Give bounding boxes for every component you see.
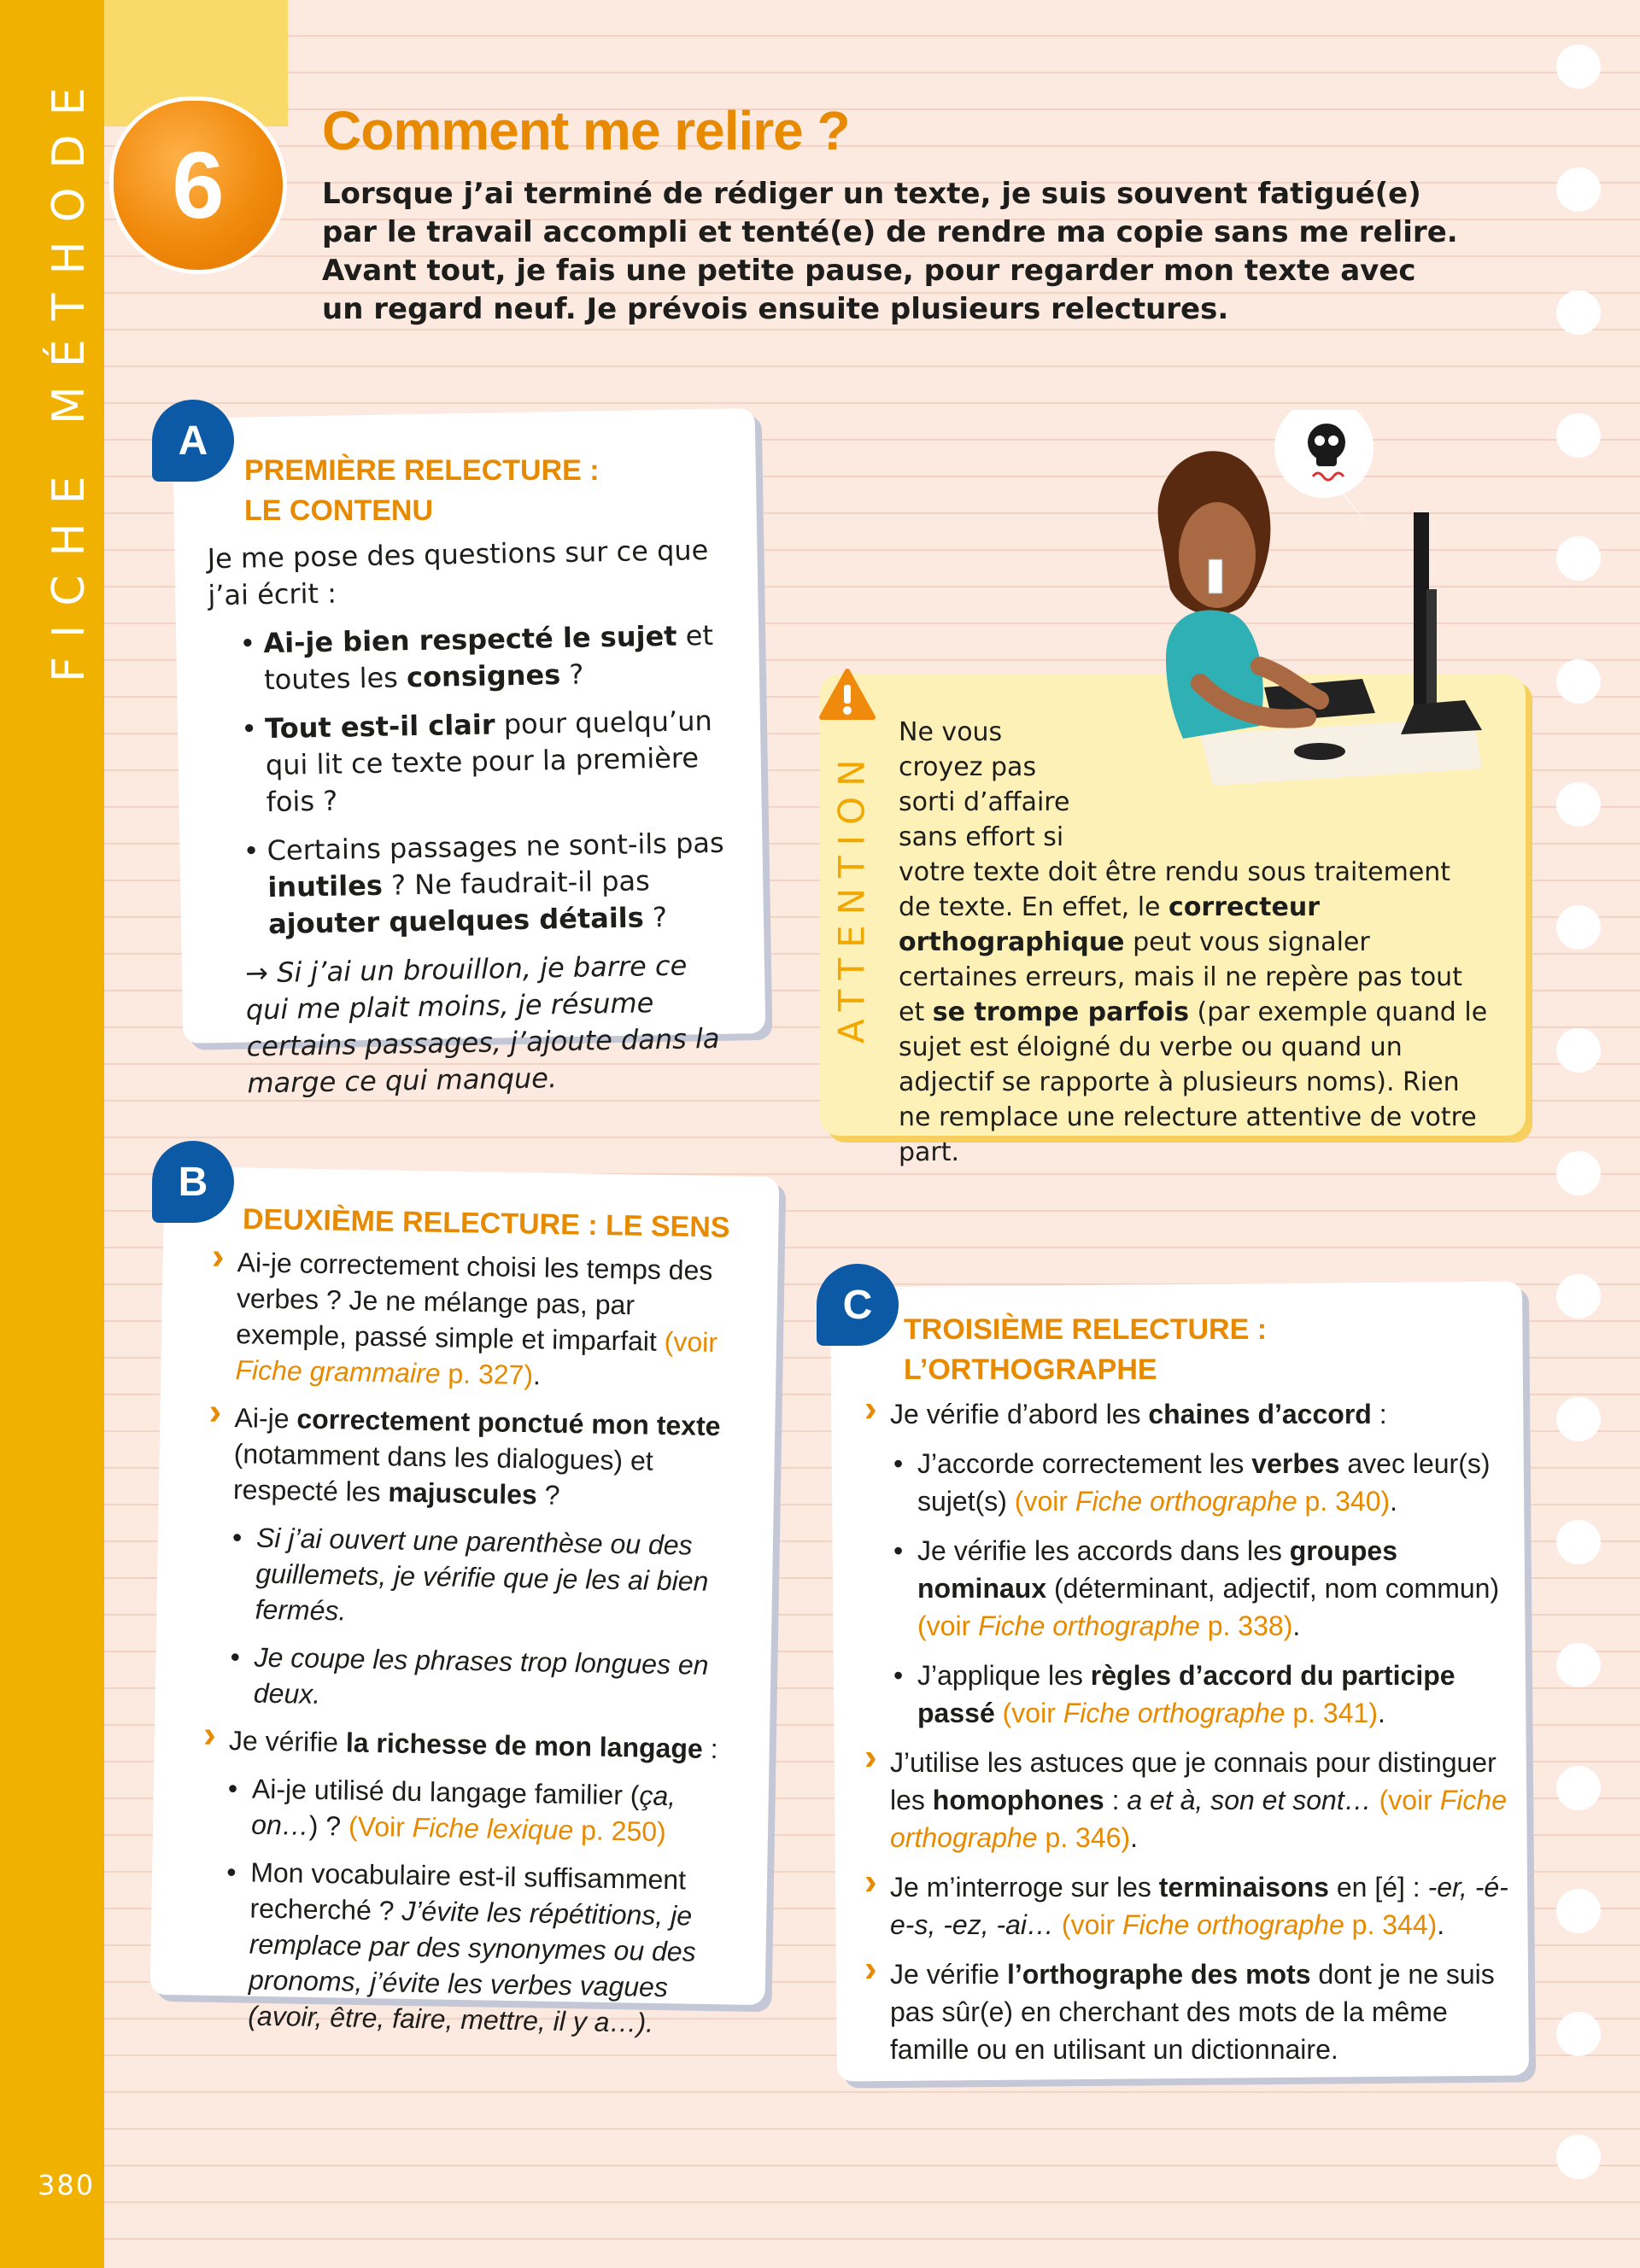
binder-hole [1556,290,1601,335]
intro-paragraph: Lorsque j’ai terminé de rédiger un texte, je suis souvent fatigué(e) par le travail accompli et tenté(e) de rendre ma copie sans me relire. Avant tout, je fais une petite pause, pour regarder mon texte avec un regard neuf. Je prévois ensuite plusieurs relectures. [322,177,1458,326]
section-a-tip: → Si j’ai un brouillon, je barre ce qui me plait moins, je résume certains passages, j’ajoute dans la marge ce qui manque. [244,949,720,1100]
method-number-badge: 6 [114,101,283,270]
binder-hole [1556,2012,1601,2056]
section-a-bullet: • Ai-je bien respecté le sujet et toutes les consignes ? [239,617,722,699]
section-c-bullet: • J’applique les règles d’accord du participe passé (voir Fiche orthographe p. 341). [893,1657,1514,1732]
binder-hole [1556,659,1601,704]
section-c-item: › J’utilise les astuces que je connais pour distinguer les homophones : a et à, son et sont… (voir Fiche orthographe p. 346). [864,1744,1514,1856]
binder-holes [1556,44,1604,2258]
attention-label: ATTENTION [830,749,873,1044]
section-c-bullet: • Je vérifie les accords dans les groupes nominaux (déterminant, adjectif, nom commun) (voir Fiche orthographe p. 338). [893,1532,1514,1645]
warning-icon [818,668,876,721]
sidebar-title: FICHE MÉTHODE [44,68,95,683]
section-c-item: › Je m’interroge sur les terminaisons en [é] : -er, -é-e-s, -ez, -ai… (voir Fiche orthographe p. 344). [864,1868,1514,1944]
binder-hole [1556,1766,1601,1810]
binder-hole [1556,1889,1601,1933]
girl-at-computer-illustration [1089,410,1491,803]
binder-hole [1556,413,1601,458]
section-a-lead: Je me pose des questions sur ce que j’ai écrit : [207,534,709,612]
section-b-item: › Ai-je correctement ponctué mon texte (notamment dans les dialogues) et respecté les majuscules ? [208,1400,739,1517]
binder-hole [1556,1274,1601,1318]
section-b-title: DEUXIÈME RELECTURE : LE SENS [242,1202,730,1244]
section-a-bullet: • Tout est-il clair pour quelqu’un qui lit ce texte pour la première fois ? [241,703,724,821]
binder-hole [1556,905,1601,950]
binder-hole [1556,1643,1601,1687]
sidebar [0,0,104,2268]
section-a-bullet: • Certains passages ne sont-ils pas inutiles ? Ne faudrait-il pas ajouter quelques détails ? [243,825,726,944]
binder-hole [1556,2135,1601,2179]
section-a-badge: A [152,400,234,482]
binder-hole [1556,536,1601,581]
binder-hole [1556,782,1601,827]
section-c-title: TROISIÈME RELECTURE : L’ORTHOGRAPHE [904,1313,1268,1386]
binder-hole [1556,1397,1601,1441]
section-c-bullet: • J’accorde correctement les verbes avec leur(s) sujet(s) (voir Fiche orthographe p. 340). [893,1445,1514,1520]
attention-text: Ne vous croyez pas sorti d’affaire sans effort si votre texte doit être rendu sous traitement de texte. En effet, le correcteur orthographique peut vous signaler certaines erreurs, mais il ne repère pas tout et se trompe parfois (par exemple quand le sujet est éloigné du verbe ou quand un adjectif se rapporte à plusieurs noms). Rien ne remplace une relecture attentive de votre part. [899,714,1488,1170]
section-b-bullet: • Si j’ai ouvert une parenthèse ou des guillemets, je vérifie que je les ai bien fermés. [231,1519,736,1635]
section-b-badge: B [152,1141,234,1223]
binder-hole [1556,1520,1601,1564]
section-b-item: › Je vérifie la richesse de mon langage : [203,1722,734,1768]
binder-hole [1556,1028,1601,1073]
binder-hole [1556,44,1601,89]
section-a-title: PREMIÈRE RELECTURE : LE CONTENU [244,454,600,527]
section-a-body [207,532,729,1102]
section-b-body [198,1244,741,2043]
section-b-bullet: • Je coupe les phrases trop longues en deux. [230,1639,735,1719]
binder-hole [1556,167,1601,212]
section-c-item: › Je vérifie l’orthographe des mots dont je ne suis pas sûr(e) en cherchant des mots de la même famille ou en utilisant un dictionnaire. [864,1955,1514,2068]
section-b-bullet: • Mon vocabulaire est-il suffisamment recherché ? J’évite les répétitions, je remplace par des synonymes ou des pronoms, j’évite les verbes vagues (avoir, être, faire, mettre, il y a…). [224,1854,731,2042]
page-number: 380 [38,2169,96,2201]
section-c-body [864,1395,1514,2068]
section-b-item: › Ai-je correctement choisi les temps des verbes ? Je ne mélange pas, par exemple, passé simple et imparfait (voir Fiche grammaire p. 327). [209,1244,741,1397]
page-title: Comment me relire ? [322,100,850,161]
section-c-item: › Je vérifie d’abord les chaines d’accord : [864,1395,1514,1433]
section-c-badge: C [817,1264,899,1346]
binder-hole [1556,1151,1601,1195]
section-b-bullet: • Ai-je utilisé du langage familier (ça, on…) ? (Voir Fiche lexique p. 250) [227,1770,732,1850]
